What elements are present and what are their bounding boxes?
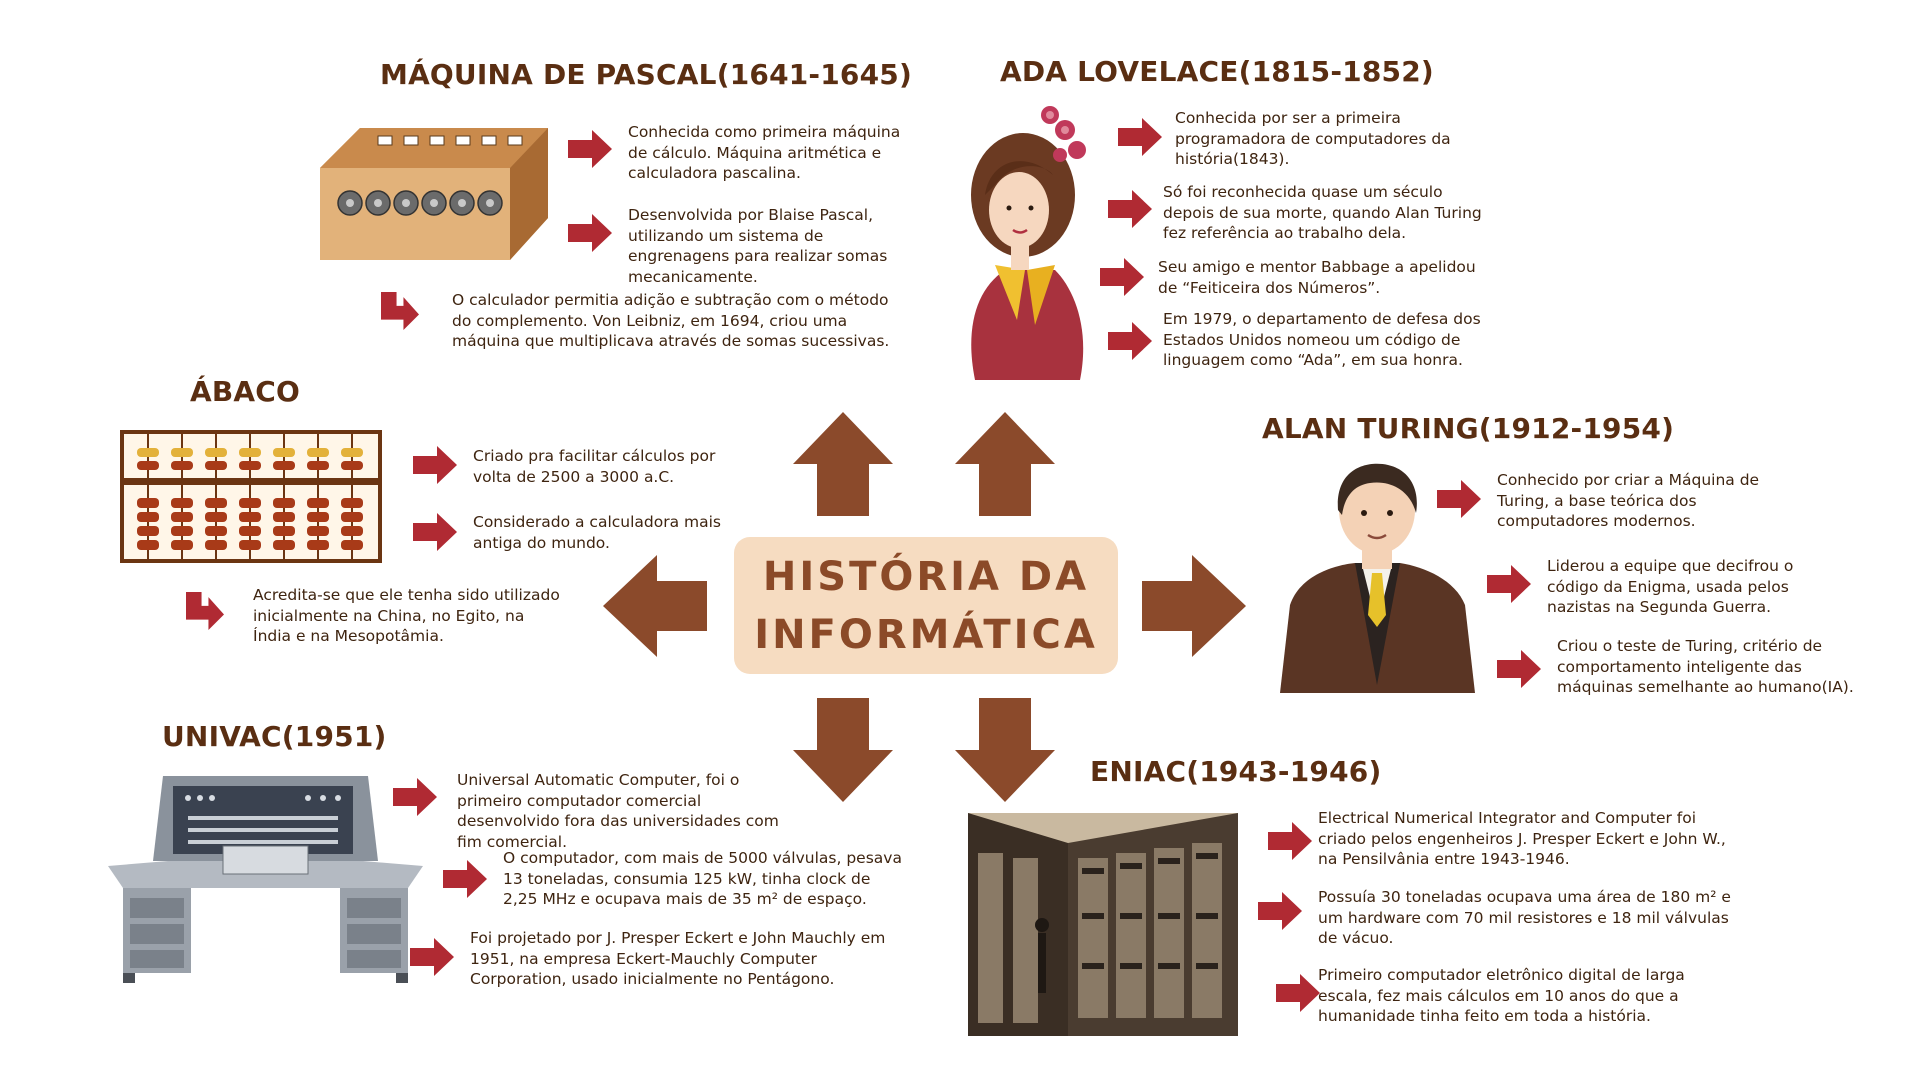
ada-item-4: Em 1979, o departamento de defesa dos Estados Unidos nomeou um código de linguagem como “Ada”, em sua honra.: [1163, 310, 1481, 369]
pascal-arrow-3: [378, 292, 422, 330]
abaco-item-2: Considerado a calculadora mais antiga do mundo.: [473, 513, 722, 552]
eniac-title: ENIAC(1943-1946): [1090, 755, 1382, 788]
big-arrow-up-right: [955, 412, 1055, 516]
turing-item-1: Conhecido por criar a Máquina de Turing, a base teórica dos computadores modernos.: [1497, 471, 1760, 530]
turing-title: ALAN TURING(1912-1954): [1262, 412, 1675, 445]
ada-lovelace-portrait: [955, 100, 1095, 380]
turing-arrow-1: [1437, 480, 1481, 518]
abaco-arrow-1: [413, 446, 457, 484]
ada-item-1: Conhecida por ser a primeira programadora de computadores da história(1843).: [1175, 109, 1451, 168]
abacus-image: [120, 430, 382, 563]
turing-arrow-2: [1487, 565, 1531, 603]
pascal-arrow-2: [568, 214, 612, 252]
big-arrow-up-left: [793, 412, 893, 516]
pascal-item-3: O calculador permitia adição e subtração com o método do complemento. Von Leibniz, em 1694, criou uma máquina que multiplicava através de somas sucessivas.: [452, 291, 890, 350]
big-arrow-left: [603, 555, 707, 657]
abaco-item-3: Acredita-se que ele tenha sido utilizado inicialmente na China, no Egito, na Índia e na Mesopotâmia.: [253, 586, 560, 645]
pascal-arrow-1: [568, 130, 612, 168]
ada-title: ADA LOVELACE(1815-1852): [1000, 55, 1434, 88]
center-title: HISTÓRIA DA INFORMÁTICA: [754, 553, 1098, 658]
big-arrow-right: [1142, 555, 1246, 657]
ada-arrow-2: [1108, 190, 1152, 228]
pascal-item-1: Conhecida como primeira máquina de cálculo. Máquina aritmética e calculadora pascalina.: [628, 123, 901, 182]
univac-item-2: O computador, com mais de 5000 válvulas, pesava 13 toneladas, consumia 125 kW, tinha clock de 2,25 MHz e ocupava mais de 35 m² de espaço.: [503, 849, 902, 908]
abaco-title: ÁBACO: [190, 375, 301, 408]
univac-title: UNIVAC(1951): [162, 720, 387, 753]
turing-item-3: Criou o teste de Turing, critério de comportamento inteligente das máquinas semelhante ao humano(IA).: [1557, 637, 1854, 696]
univac-arrow-3: [410, 938, 454, 976]
ada-item-2: Só foi reconhecida quase um século depois de sua morte, quando Alan Turing fez referência ao trabalho dela.: [1163, 183, 1482, 242]
pascal-item-2: Desenvolvida por Blaise Pascal, utilizando um sistema de engrenagens para realizar somas mecanicamente.: [628, 206, 888, 286]
eniac-item-1: Electrical Numerical Integrator and Computer foi criado pelos engenheiros J. Presper Eckert e John W., na Pensilvânia entre 1943-1946.: [1318, 809, 1726, 868]
eniac-arrow-2: [1258, 892, 1302, 930]
turing-arrow-3: [1497, 650, 1541, 688]
univac-item-3: Foi projetado por J. Presper Eckert e John Mauchly em 1951, na empresa Eckert-Mauchly Computer Corporation, usado inicialmente no Pentágono.: [470, 929, 886, 988]
abaco-item-1: Criado pra facilitar cálculos por volta de 2500 a 3000 a.C.: [473, 447, 716, 486]
eniac-arrow-1: [1268, 822, 1312, 860]
ada-arrow-4: [1108, 322, 1152, 360]
univac-item-1: Universal Automatic Computer, foi o primeiro computador comercial desenvolvido fora das universidades com fim comercial.: [457, 771, 779, 851]
univac-arrow-1: [393, 778, 437, 816]
pascal-title: MÁQUINA DE PASCAL(1641-1645): [380, 58, 912, 91]
eniac-arrow-3: [1276, 974, 1320, 1012]
abaco-arrow-2: [413, 513, 457, 551]
big-arrow-down-left: [793, 698, 893, 802]
pascal-machine-image: [320, 128, 548, 260]
univac-arrow-2: [443, 860, 487, 898]
ada-item-3: Seu amigo e mentor Babbage a apelidou de “Feiticeira dos Números”.: [1158, 258, 1476, 297]
turing-item-2: Liderou a equipe que decifrou o código da Enigma, usada pelos nazistas na Segunda Guerra.: [1547, 557, 1794, 616]
ada-arrow-1: [1118, 118, 1162, 156]
center-title-box: [734, 537, 1118, 674]
ada-arrow-3: [1100, 258, 1144, 296]
eniac-item-3: Primeiro computador eletrônico digital de larga escala, fez mais cálculos em 10 anos do que a humanidade tinha feito em toda a história.: [1318, 966, 1685, 1025]
eniac-image: [968, 813, 1238, 1036]
abaco-arrow-3: [183, 592, 227, 630]
eniac-item-2: Possuía 30 toneladas ocupava uma área de 180 m² e um hardware com 70 mil resistores e 18 mil válvulas de vácuo.: [1318, 888, 1731, 947]
big-arrow-down-right: [955, 698, 1055, 802]
univac-image: [108, 776, 423, 986]
